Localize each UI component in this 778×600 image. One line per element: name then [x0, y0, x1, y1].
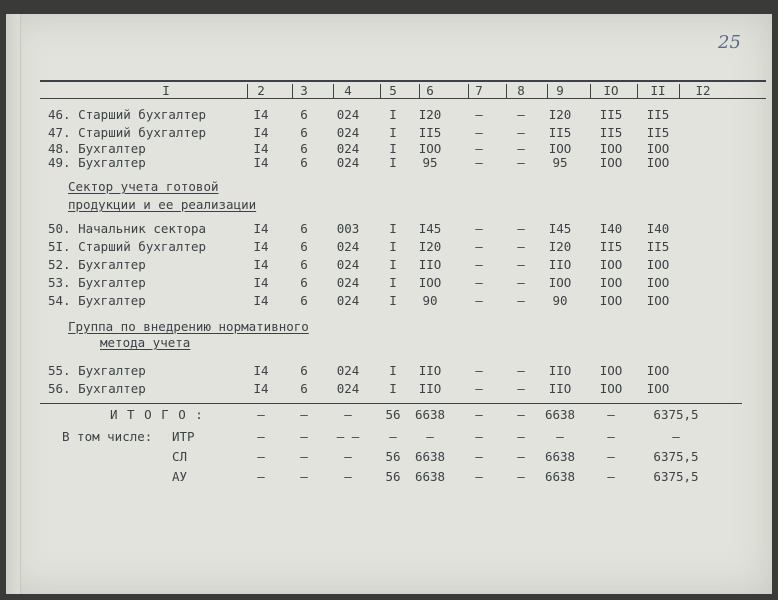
row-cell: 003: [336, 221, 360, 236]
itr-cell: –: [389, 429, 397, 444]
row-cell: –: [475, 221, 483, 236]
row-cell: –: [517, 221, 525, 236]
row-cell: 6: [300, 125, 308, 140]
row-cell: 024: [336, 239, 360, 254]
totals-cell: –: [344, 407, 352, 422]
sl-cell: –: [475, 449, 483, 464]
au-cell: –: [607, 469, 615, 484]
section-heading-1-line2: продукции и ее реализации: [68, 197, 257, 212]
itr-label: ИТР: [172, 429, 195, 444]
header-cell-4: 4: [344, 83, 352, 98]
header-cell-6: 6: [426, 83, 434, 98]
page-number: 25: [718, 32, 741, 53]
sl-cell: 56: [385, 449, 401, 464]
row-cell: II5: [599, 107, 623, 122]
row-cell: 024: [336, 275, 360, 290]
sl-cell: –: [300, 449, 308, 464]
au-cell: –: [475, 469, 483, 484]
row-cell: –: [517, 155, 525, 170]
row-cell: I20: [418, 107, 442, 122]
row-cell: –: [517, 125, 525, 140]
row-cell: –: [475, 293, 483, 308]
totals-rule: [40, 403, 742, 404]
row-cell: 6: [300, 239, 308, 254]
row-cell: II5: [646, 125, 670, 140]
row-cell: –: [475, 125, 483, 140]
row-cell: –: [517, 141, 525, 156]
row-cell: –: [475, 141, 483, 156]
row-cell: 6: [300, 275, 308, 290]
au-cell: –: [344, 469, 352, 484]
row-label: 48. Бухгалтер: [48, 141, 146, 156]
row-cell: 6: [300, 363, 308, 378]
row-cell: I4: [253, 141, 269, 156]
row-cell: I: [389, 107, 397, 122]
header-cell-8: 8: [517, 83, 525, 98]
totals-label: И Т О Г О :: [110, 407, 204, 422]
row-cell: I45: [548, 221, 572, 236]
row-cell: 6: [300, 293, 308, 308]
sl-cell: –: [607, 449, 615, 464]
row-cell: IOO: [646, 381, 670, 396]
header-cell-11: II: [650, 83, 666, 98]
au-cell: –: [300, 469, 308, 484]
row-cell: I20: [548, 107, 572, 122]
row-cell: I4: [253, 221, 269, 236]
row-cell: –: [475, 107, 483, 122]
itr-cell: –: [475, 429, 483, 444]
row-label: 50. Начальник сектора: [48, 221, 207, 236]
row-cell: I20: [418, 239, 442, 254]
itr-cell: –: [257, 429, 265, 444]
totals-cell: –: [257, 407, 265, 422]
itr-cell: – –: [336, 429, 360, 444]
row-cell: 6: [300, 221, 308, 236]
row-cell: IOO: [599, 275, 623, 290]
totals-cell: –: [517, 407, 525, 422]
row-cell: I4: [253, 239, 269, 254]
section-heading-2-line1: Группа по внедрению нормативного: [68, 319, 309, 334]
sl-cell: 6638: [544, 449, 576, 464]
row-cell: I4: [253, 257, 269, 272]
row-cell: I: [389, 221, 397, 236]
row-cell: I4: [253, 275, 269, 290]
row-cell: 95: [552, 155, 568, 170]
row-cell: IOO: [646, 155, 670, 170]
itr-cell: –: [607, 429, 615, 444]
row-cell: 024: [336, 155, 360, 170]
header-top-rule: [40, 80, 766, 82]
row-cell: 024: [336, 381, 360, 396]
row-cell: 95: [422, 155, 438, 170]
row-cell: IOO: [599, 363, 623, 378]
au-cell: 56: [385, 469, 401, 484]
row-cell: I: [389, 239, 397, 254]
header-cell-3: 3: [300, 83, 308, 98]
row-cell: I: [389, 293, 397, 308]
row-cell: –: [475, 155, 483, 170]
sl-cell: –: [257, 449, 265, 464]
row-cell: IOO: [646, 141, 670, 156]
row-cell: II5: [646, 239, 670, 254]
row-cell: –: [517, 381, 525, 396]
row-cell: IOO: [646, 293, 670, 308]
row-cell: 6: [300, 155, 308, 170]
row-label: 53. Бухгалтер: [48, 275, 146, 290]
section-heading-1-line1: Сектор учета готовой: [68, 179, 219, 194]
row-cell: I40: [646, 221, 670, 236]
row-cell: –: [517, 257, 525, 272]
row-cell: I4: [253, 363, 269, 378]
row-cell: I: [389, 155, 397, 170]
row-label: 5I. Старший бухгалтер: [48, 239, 207, 254]
row-cell: I4: [253, 107, 269, 122]
header-cell-12: I2: [695, 83, 711, 98]
au-cell: 6375,5: [653, 469, 699, 484]
row-cell: I4: [253, 293, 269, 308]
row-cell: –: [475, 239, 483, 254]
section-heading-2-line2: метода учета: [100, 335, 191, 350]
row-cell: I: [389, 275, 397, 290]
row-cell: IOO: [599, 257, 623, 272]
row-cell: I4: [253, 155, 269, 170]
totals-cell: 56: [385, 407, 401, 422]
row-cell: I: [389, 141, 397, 156]
row-cell: IIO: [548, 381, 572, 396]
row-cell: IOO: [599, 141, 623, 156]
sl-label: СЛ: [172, 449, 188, 464]
row-cell: II5: [548, 125, 572, 140]
row-label: 54. Бухгалтер: [48, 293, 146, 308]
row-label: 55. Бухгалтер: [48, 363, 146, 378]
sl-cell: 6638: [414, 449, 446, 464]
row-cell: IOO: [599, 155, 623, 170]
header-cell-5: 5: [389, 83, 397, 98]
header-bottom-rule: [40, 98, 766, 99]
row-cell: II5: [646, 107, 670, 122]
header-cell-9: 9: [556, 83, 564, 98]
row-cell: 024: [336, 363, 360, 378]
header-cell-2: 2: [257, 83, 265, 98]
header-cell-7: 7: [475, 83, 483, 98]
row-cell: I4: [253, 381, 269, 396]
row-cell: IOO: [418, 275, 442, 290]
row-cell: 6: [300, 141, 308, 156]
totals-cell: 6638: [414, 407, 446, 422]
totals-cell: –: [607, 407, 615, 422]
row-cell: –: [517, 107, 525, 122]
au-cell: –: [257, 469, 265, 484]
row-cell: –: [517, 293, 525, 308]
row-cell: IOO: [548, 141, 572, 156]
itr-cell: –: [517, 429, 525, 444]
row-label: 56. Бухгалтер: [48, 381, 146, 396]
sl-cell: –: [344, 449, 352, 464]
binder-edge: [6, 14, 21, 594]
itr-cell: –: [300, 429, 308, 444]
row-cell: IIO: [418, 381, 442, 396]
itr-cell: –: [426, 429, 434, 444]
incl-label: В том числе:: [62, 429, 153, 444]
row-cell: IIO: [418, 363, 442, 378]
row-cell: 024: [336, 125, 360, 140]
row-cell: 024: [336, 107, 360, 122]
row-cell: IOO: [646, 363, 670, 378]
sl-cell: –: [517, 449, 525, 464]
row-cell: I: [389, 257, 397, 272]
row-cell: –: [475, 363, 483, 378]
row-cell: 024: [336, 293, 360, 308]
totals-cell: –: [475, 407, 483, 422]
row-cell: –: [517, 363, 525, 378]
au-cell: 6638: [544, 469, 576, 484]
header-cell-1: I: [162, 83, 170, 98]
row-cell: –: [475, 257, 483, 272]
totals-cell: 6375,5: [653, 407, 699, 422]
row-cell: I: [389, 125, 397, 140]
row-cell: I: [389, 381, 397, 396]
row-cell: II5: [418, 125, 442, 140]
totals-cell: 6638: [544, 407, 576, 422]
row-cell: IIO: [548, 257, 572, 272]
row-cell: IOO: [646, 257, 670, 272]
row-cell: IIO: [418, 257, 442, 272]
itr-cell: –: [556, 429, 564, 444]
row-cell: I45: [418, 221, 442, 236]
row-cell: I40: [599, 221, 623, 236]
row-cell: –: [475, 381, 483, 396]
header-cell-10: IO: [603, 83, 619, 98]
row-cell: I: [389, 363, 397, 378]
row-cell: IOO: [646, 275, 670, 290]
row-cell: –: [517, 275, 525, 290]
totals-cell: –: [300, 407, 308, 422]
row-cell: 6: [300, 107, 308, 122]
row-cell: 024: [336, 257, 360, 272]
au-label: АУ: [172, 469, 188, 484]
row-cell: II5: [599, 239, 623, 254]
row-cell: IOO: [548, 275, 572, 290]
row-cell: IIO: [548, 363, 572, 378]
row-label: 52. Бухгалтер: [48, 257, 146, 272]
row-cell: IOO: [599, 381, 623, 396]
row-label: 46. Старший бухгалтер: [48, 107, 207, 122]
row-cell: 90: [422, 293, 438, 308]
row-cell: 6: [300, 257, 308, 272]
row-cell: 6: [300, 381, 308, 396]
document-page: [6, 14, 772, 594]
column-divider: [679, 84, 680, 98]
row-label: 47. Старший бухгалтер: [48, 125, 207, 140]
row-cell: –: [517, 239, 525, 254]
row-cell: II5: [599, 125, 623, 140]
row-cell: I4: [253, 125, 269, 140]
sl-cell: 6375,5: [653, 449, 699, 464]
row-label: 49. Бухгалтер: [48, 155, 146, 170]
row-cell: –: [475, 275, 483, 290]
itr-cell: –: [672, 429, 680, 444]
row-cell: 90: [552, 293, 568, 308]
au-cell: –: [517, 469, 525, 484]
au-cell: 6638: [414, 469, 446, 484]
row-cell: IOO: [418, 141, 442, 156]
row-cell: IOO: [599, 293, 623, 308]
row-cell: 024: [336, 141, 360, 156]
row-cell: I20: [548, 239, 572, 254]
